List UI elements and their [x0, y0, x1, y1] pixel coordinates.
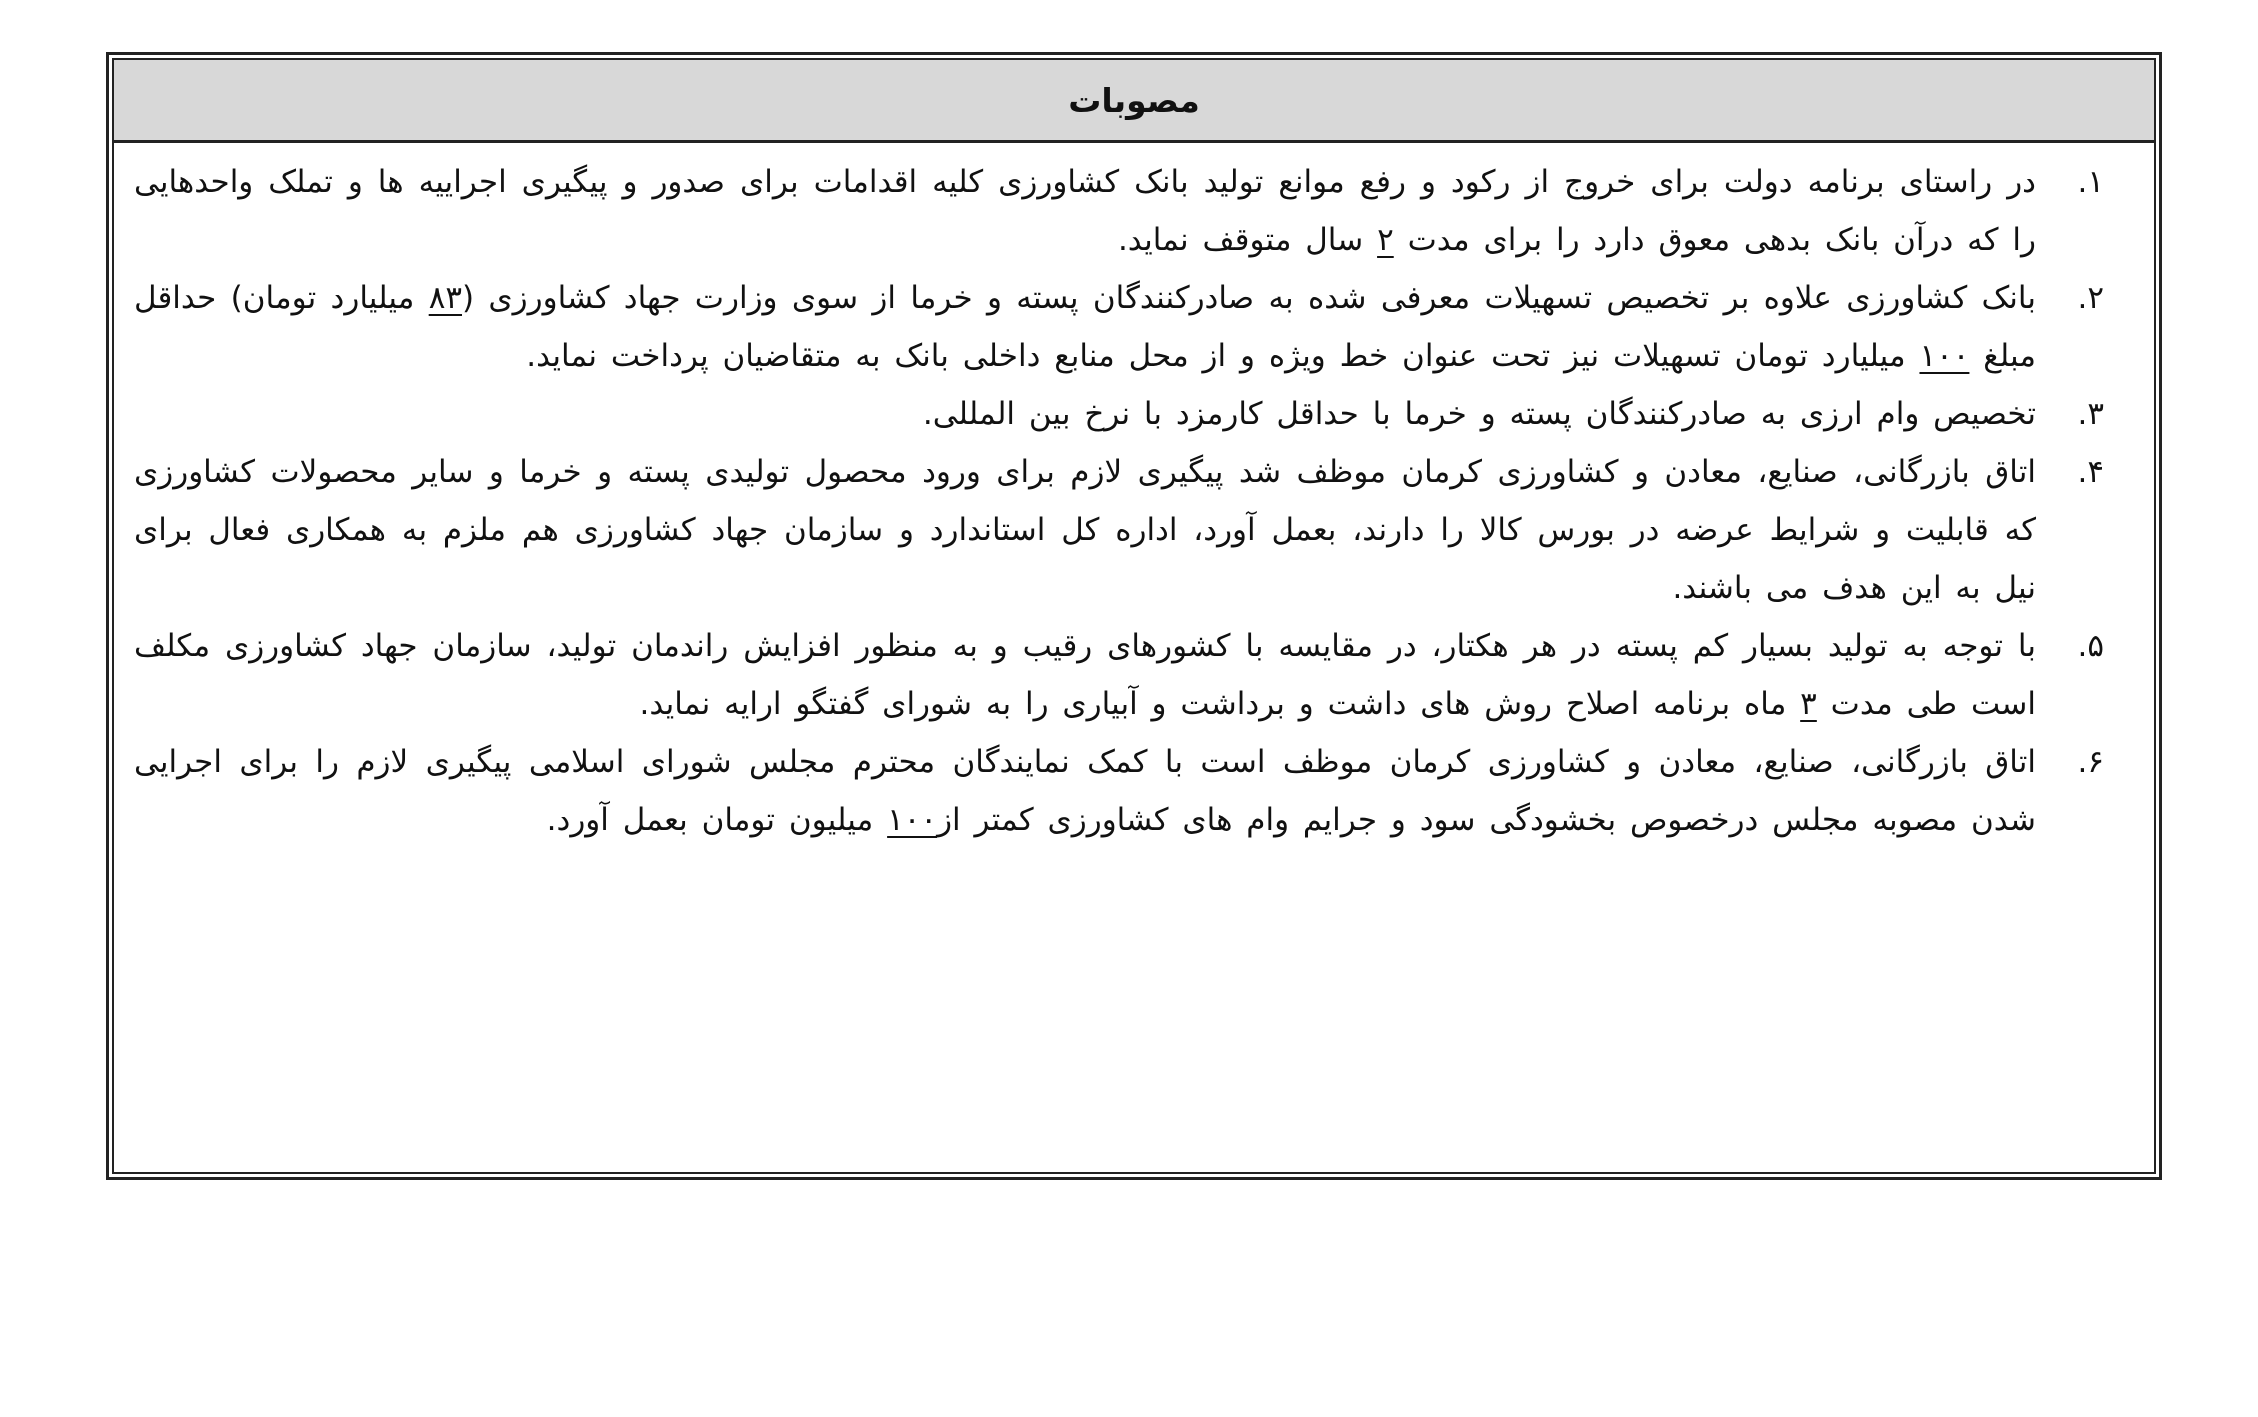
resolution-number: ۶. — [2077, 744, 2104, 780]
resolution-text-part: میلیارد تومان) حداقل مبلغ — [134, 280, 2036, 374]
underlined-figure: ۱۰۰ — [1919, 338, 1970, 374]
resolution-text-part: تخصیص وام ارزی به صادرکنندگان پسته و خرما با حداقل کارمزد با نرخ بین المللی. — [922, 396, 2036, 432]
resolution-text — [134, 443, 2036, 617]
resolution-text-part: با توجه به تولید بسیار کم پسته در هر هکتار، در مقایسه با کشورهای رقیب و به منظور افزایش راندمان تولید، سازمان جهاد کشاورزی مکلف است طی مدت — [134, 628, 2036, 722]
resolution-number: ۱. — [2077, 164, 2104, 200]
resolution-text — [134, 153, 2036, 269]
table-title: مصوبات — [1068, 80, 1200, 120]
resolution-number: ۲. — [2077, 280, 2104, 316]
resolution-text-part: سال متوقف نماید. — [1117, 222, 1378, 258]
resolutions-table — [106, 52, 2162, 1180]
resolution-item-6 — [134, 733, 2116, 849]
resolution-text-part: میلیون تومان بعمل آورد. — [546, 802, 888, 838]
resolution-item-3 — [134, 385, 2116, 443]
resolution-text — [134, 617, 2036, 733]
underlined-figure: ۱۰۰ — [887, 802, 938, 838]
resolutions-body — [114, 143, 2154, 1172]
resolution-text-part: میلیارد تومان تسهیلات نیز تحت عنوان خط ویژه و از محل منابع داخلی بانک به متقاضیان پرداخت نماید. — [526, 338, 1920, 374]
resolution-item-5 — [134, 617, 2116, 733]
resolution-text-part: بانک کشاورزی علاوه بر تخصیص تسهیلات معرفی شده به صادرکنندگان پسته و خرما از سوی وزارت جهاد کشاورزی ( — [462, 280, 2036, 316]
underlined-figure: ۸۳ — [428, 280, 462, 316]
resolution-item-1 — [134, 153, 2116, 269]
resolution-number: ۴. — [2077, 454, 2104, 490]
resolutions-table-inner — [112, 58, 2156, 1174]
resolution-text — [134, 385, 2036, 443]
resolution-number: ۵. — [2077, 628, 2104, 664]
resolution-number: ۳. — [2077, 396, 2104, 432]
resolution-text — [134, 269, 2036, 385]
resolution-text-part: در راستای برنامه دولت برای خروج از رکود و رفع موانع تولید بانک کشاورزی کلیه اقدامات برای صدور و پیگیری اجراییه ها و تملک واحدهایی را که درآن بانک بدهی معوق دارد را برای مدت — [134, 164, 2036, 258]
resolution-item-4 — [134, 443, 2116, 617]
resolution-text-part: اتاق بازرگانی، صنایع، معادن و کشاورزی کرمان موظف شد پیگیری لازم برای ورود محصول تولیدی پسته و خرما و سایر محصولات کشاورزی که قابلیت و شرایط عرضه در بورس کالا را دارند، بعمل آورد، اداره کل استاندارد و سازمان جهاد کشاورزی هم ملزم به همکاری فعال برای نیل به این هدف می باشند. — [134, 454, 2036, 606]
resolution-text-part: ماه برنامه اصلاح روش های داشت و برداشت و آبیاری را به شورای گفتگو ارایه نماید. — [639, 686, 1801, 722]
underlined-figure: ۳ — [1800, 686, 1817, 722]
resolutions-list — [134, 153, 2116, 849]
resolution-text-part: اتاق بازرگانی، صنایع، معادن و کشاورزی کرمان موظف است با کمک نمایندگان محترم مجلس شورای اسلامی پیگیری لازم را برای اجرایی شدن مصوبه مجلس درخصوص بخشودگی سود و جرایم وام های کشاورزی کمتر از — [134, 744, 2036, 838]
underlined-figure: ۲ — [1377, 222, 1394, 258]
table-header — [114, 60, 2154, 143]
resolution-item-2 — [134, 269, 2116, 385]
resolution-text — [134, 733, 2036, 849]
